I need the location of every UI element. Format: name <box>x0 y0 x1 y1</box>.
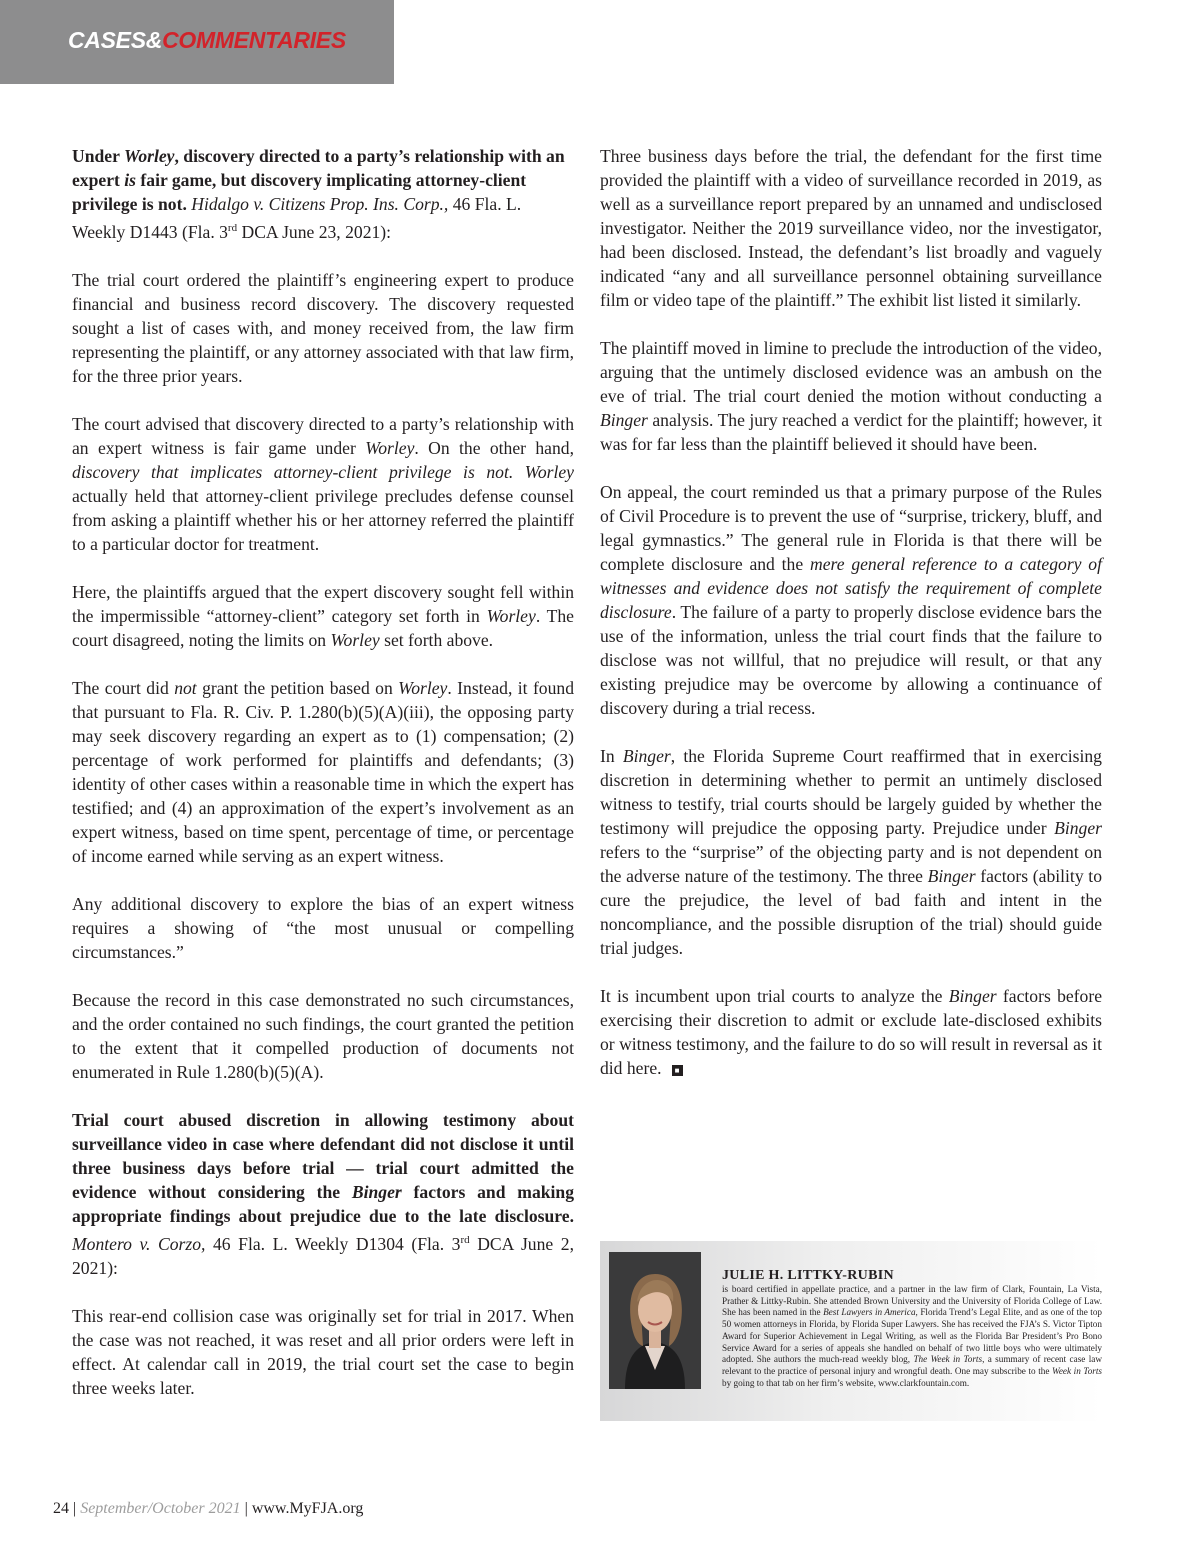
case-heading-hidalgo: Under Worley, discovery directed to a party’s relationship with an expert is fair game, but discovery implicating attorney-client privilege is not. Hidalgo v. Citizens Prop. Ins. Corp., 46 Fla. L. Weekly D1443 (Fla. 3rd DCA June 23, 2021): <box>72 146 565 242</box>
author-photo <box>609 1252 701 1389</box>
paragraph: The plaintiff moved in limine to preclude the introduction of the video, arguing that the untimely disclosed evidence was an ambush on the eve of trial. The trial court denied the motion without conducting a Binger analysis. The jury reached a verdict for the plaintiff; however, it was for far less than the plaintiff believed it should have been. <box>600 338 1102 454</box>
author-bio <box>722 1267 1102 1389</box>
paragraph: This rear-end collision case was originally set for trial in 2017. When the case was not reached, it was reset and all prior orders were left in effect. At calendar call in 2019, the trial court set the case to begin three weeks later. <box>72 1305 574 1398</box>
paragraph: Three business days before the trial, the defendant for the first time provided the plaintiff with a video of surveillance recorded in 2019, as well as a surveillance report prepared by an unnamed and undisclosed investigator. Neither the 2019 surveillance video, nor the investigator, had been disclosed. Instead, the defendant’s list broadly and vaguely indicated “any and all surveillance personnel obtaining surveillance film or video tape of the plaintiff.” The exhibit list listed it similarly. <box>600 146 1102 310</box>
website-link[interactable]: www.MyFJA.org <box>251 1500 364 1517</box>
section-title: CASES&COMMENTARIES <box>68 27 346 53</box>
paragraph: On appeal, the court reminded us that a primary purpose of the Rules of Civil Procedure is to prevent the use of “surprise, trickery, bluff, and legal gymnastics.” The general rule in Florida is that there will be complete disclosure and the mere general reference to a category of witnesses and evidence does not satisfy the requirement of complete disclosure. The failure of a party to properly disclose evidence bars the use of the information, unless the trial court finds that the failure to disclose was not willful, that no prejudice will result, or that any existing prejudice may be overcome by allowing a continuance of discovery during a trial recess. <box>600 482 1102 718</box>
case-heading-montero: Trial court abused discretion in allowing testimony about surveillance video in case where defendant did not disclose it until three business days before trial — trial court admitted the evidence without considering the Binger factors and making appropriate findings about prejudice due to the late disclosure. Montero v. Corzo, 46 Fla. L. Weekly D1304 (Fla. 3rd DCA June 2, 2021): <box>72 1109 575 1278</box>
paragraph: Because the record in this case demonstrated no such circumstances, and the order contained no such findings, the court granted the petition to the extent that it compelled production of documents not enumerated in Rule 1.280(b)(5)(A). <box>72 989 574 1082</box>
paragraph: Any additional discovery to explore the bias of an expert witness requires a showing of “the most unusual or compelling circumstances.” <box>72 893 574 962</box>
author-name: JULIE H. LITTKY-RUBIN <box>722 1268 894 1283</box>
paragraph: The trial court ordered the plaintiff’s engineering expert to produce financial and business record discovery. The discovery requested sought a list of cases with, and money received from, the law firm representing the plaintiff, or any attorney associated with that law firm, for the three prior years. <box>72 269 574 386</box>
paragraph: The court advised that discovery directed to a party’s relationship with an expert witness is fair game under Worley. On the other hand, discovery that implicates attorney-client privilege is not. Worley actually held that attorney-client privilege precludes defense counsel from asking a plaintiff whether his or her attorney referred the plaintiff to a particular doctor for treatment. <box>72 413 574 554</box>
right-column <box>600 144 1102 1080</box>
paragraph: In Binger, the Florida Supreme Court reaffirmed that in exercising discretion in determining whether to permit an untimely disclosed witness to testify, trial courts should be largely guided by whether the testimony will prejudice the opposing party. Prejudice under Binger refers to the “surprise” of the objecting party and is not dependent on the adverse nature of the testimony. The three Binger factors (ability to cure the prejudice, the level of bad faith and intent in the noncompliance, and the possible disruption of the trial) should guide trial judges. <box>600 746 1102 958</box>
paragraph: The court did not grant the petition based on Worley. Instead, it found that pursuant to Fla. R. Civ. P. 1.280(b)(5)(A)(iii), the opposing party may seek discovery regarding an expert as to (1) compensation; (2) percentage of work performed for plaintiffs and defendants; (3) identity of other cases within a reasonable time in which the expert has testified; and (4) an approximation of the expert’s involvement as an expert witness, based on time spent, percentage of time, or percentage of income earned while serving as an expert witness. <box>72 677 574 866</box>
left-column <box>72 144 574 1400</box>
page-footer: 24 | September/October 2021 | www.MyFJA.org <box>53 1500 364 1517</box>
end-mark-icon: ■ <box>672 1065 683 1076</box>
paragraph: Here, the plaintiffs argued that the expert discovery sought fell within the impermissible “attorney-client” category set forth in Worley. The court disagreed, noting the limits on Worley set forth above. <box>72 581 574 650</box>
author-bio-text: is board certified in appellate practice, and a partner in the law firm of Clark, Fountain, La Vista, Prather & Littky-Rubin. She attended Brown University and the University of Florida College of Law. She has been named in the Best Lawyers in America, Florida Trend’s Legal Elite, and as one of the top 50 women attorneys in Florida, by Florida Super Lawyers. She has received the FJA’s S. Victor Tipton Award for Superior Achievement in Legal Writing, as well as the Florida Bar President’s Pro Bono Service Award for a series of appeals she handled on behalf of two little boys who were ultimately adopted. She authors the much-read weekly blog, The Week in Torts, a summary of recent case law relevant to the practice of personal injury and wrongful death. One may subscribe to the Week in Torts by going to that tab on her firm’s website, www.clarkfountain.com. <box>722 1284 1103 1388</box>
paragraph: It is incumbent upon trial courts to analyze the Binger factors before exercising their discretion to admit or exclude late-disclosed exhibits or witness testimony, and the failure to do so will result in reversal as it did here. ■ <box>600 986 1103 1078</box>
issue-date: September/October 2021 <box>80 1500 241 1517</box>
page-number: 24 <box>53 1500 69 1517</box>
author-portrait-icon <box>609 1252 701 1389</box>
